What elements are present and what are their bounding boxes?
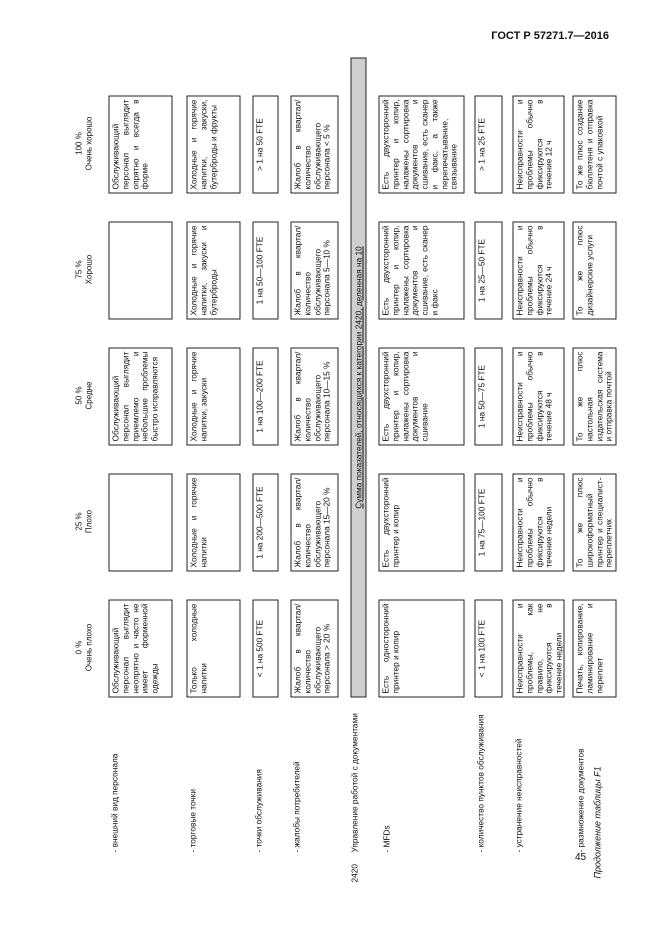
continuation-title: Продолжение таблицы F1 [592, 766, 603, 879]
table-row [573, 58, 617, 698]
header-cell-25: 25 % Плохо [74, 509, 94, 534]
table-cell: Неисправности и проблемы обычно фиксируются в течение 24 ч [513, 222, 565, 320]
row-label: - торговые точки [187, 789, 198, 853]
table-cell: Неисправности и проблемы обычно фиксируются в течение 48 ч [513, 348, 565, 446]
table-cell: 1 на 100—200 FTE [253, 348, 279, 446]
table-cell: 1 на 75—100 FTE [475, 474, 503, 572]
table-cell: Есть двухсторонний принтер и копир, налажены сортировка документов и сшивание, есть сканер и факс, а также перепечатывание, связывание [379, 96, 465, 194]
table-cell: То же плюс создание бюллетеня и отправка почтой с упаковкой [573, 96, 617, 194]
table-cell: Есть двухсторонний принтер и копир, налажены сортировка документов и сшивание [379, 348, 465, 446]
row-label: - количество пунктов обслуживания [475, 714, 486, 853]
header-cell-100: 100 % Очень хорошо [74, 116, 94, 171]
table-cell: 1 на 50—75 FTE [475, 348, 503, 446]
table-cell: Жалоб в квартал/количество обслуживающего персонала 15—20 % [291, 474, 339, 572]
row-label: - размножение документов [575, 748, 586, 853]
table-cell: Холодные и горячие напитки, закуски и бутерброды [187, 222, 241, 320]
table-cell: Жалоб в квартал/количество обслуживающего персонала < 5 % [291, 96, 339, 194]
rotated-table-block [73, 53, 618, 883]
table-cell: Обслуживающий персонал выглядит неопрятно и часто не имеет форменной одежды [109, 600, 173, 698]
table-row [475, 58, 503, 698]
table-cell: 1 на 25—50 FTE [475, 222, 503, 320]
header-cell-50: 50 % Средне [74, 381, 94, 410]
table-cell: Обслуживающий персонал выглядит приемлемо и небольшие проблемы быстро исправляются [109, 348, 173, 446]
table-cell: Неисправности и проблемы обычно фиксируются в течение 12 ч [513, 96, 565, 194]
table-row [379, 58, 465, 698]
table-cell [109, 222, 173, 320]
row-label: - внешний вид персонала [109, 753, 120, 853]
table-cell: Жалоб в квартал/количество обслуживающего персонала 5—10 % [291, 222, 339, 320]
table-row [291, 58, 339, 698]
table-cell: Обслуживающий персонал выглядит опрятно и всегда в форме [109, 96, 173, 194]
table-row [513, 58, 565, 698]
table-row [253, 58, 279, 698]
header-cell-75: 75 % Хорошо [74, 254, 94, 285]
row-label: - жалобы потребителей [291, 761, 302, 853]
table-cell: < 1 на 500 FTE [253, 600, 279, 698]
table-cell: Холодные и горячие напитки [187, 474, 241, 572]
table-cell: > 1 на 50 FTE [253, 96, 279, 194]
standard-number: ГОСТ Р 57271.7—2016 [491, 30, 609, 42]
table-cell: Неисправности и проблемы, как правило, не фиксируются в течение недели [513, 600, 565, 698]
row-label: - MFDs [381, 825, 392, 853]
row-label: - устранение неисправностей [513, 738, 524, 853]
table-cell: Холодные и горячие напитки, закуски [187, 348, 241, 446]
page-number: 45 [575, 852, 587, 863]
category-code: 2420 [349, 864, 360, 883]
table-cell: < 1 на 100 FTE [475, 600, 503, 698]
category-label: Управление работой с документами [349, 713, 360, 853]
table-cell: То же плюс дизайнерские услуги [573, 222, 617, 320]
row-label: - точки обслуживания [253, 769, 264, 853]
category-sum-cell: Сумма показателей, относящихся к категории 2420, деленная на 10 [351, 58, 367, 698]
table-header [75, 58, 105, 698]
table-cell: Есть двухсторонний принтер и копир, налажены сортировка документов и сшивание, есть сканер и факс [379, 222, 465, 320]
table-cell: То же плюс широкоформатный принтер и специалист-переплетчик [573, 474, 617, 572]
table-row [187, 58, 241, 698]
header-cell-0: 0 % Очень плохо [74, 623, 94, 672]
table-cell: То же плюс настольная издательская система и отправка почтой [573, 348, 617, 446]
table-cell [109, 474, 173, 572]
table-cell: Жалоб в квартал/количество обслуживающего персонала > 20 % [291, 600, 339, 698]
table-cell: Есть односторонний принтер и копир [379, 600, 465, 698]
table-cell: Жалоб в квартал/количество обслуживающего персонала 10—15 % [291, 348, 339, 446]
table-cell: > 1 на 25 FTE [475, 96, 503, 194]
table-row [109, 58, 173, 698]
table-cell: Холодные и горячие напитки, закуски, бутерброды и фрукты [187, 96, 241, 194]
table-cell: Есть двухсторонний принтер и копир [379, 474, 465, 572]
table-cell: 1 на 200—500 FTE [253, 474, 279, 572]
table-row [351, 58, 367, 698]
table-cell: Неисправности и проблемы обычно фиксируются в течение недели [513, 474, 565, 572]
table-cell: Только холодные напитки [187, 600, 241, 698]
table-cell: Печать, копирование, ламинирование и переплет [573, 600, 617, 698]
table-cell: 1 на 50—100 FTE [253, 222, 279, 320]
